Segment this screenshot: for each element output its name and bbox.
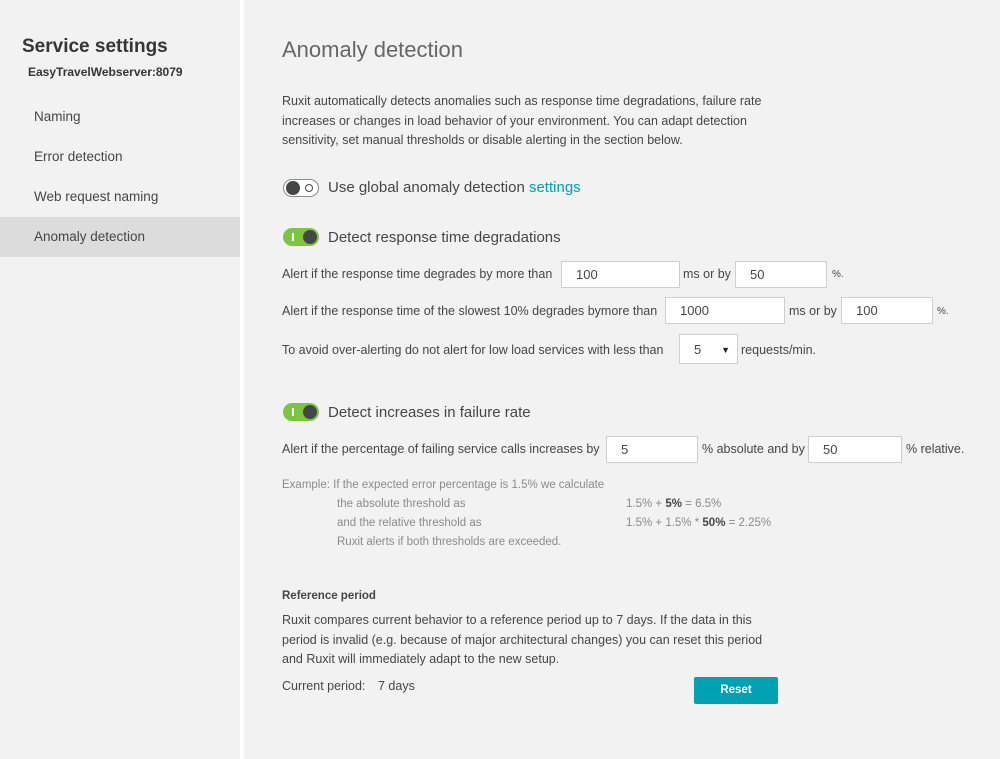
sidebar-item-naming[interactable]: Naming — [34, 109, 81, 124]
failure-rate-toggle[interactable] — [283, 403, 319, 421]
example-abs-label: the absolute threshold as — [337, 498, 466, 510]
example-rel-calc-a: 1.5% + 1.5% * — [626, 517, 700, 529]
toggle-off-mark — [305, 184, 313, 192]
example-rel-calc-b: 50% — [702, 517, 726, 529]
intro-text: Ruxit automatically detects anomalies such as response time degradations, failure rate increases or changes in load behavior of your environment. You can adapt detection sensitivity, set manual thresholds or disable alerting in the section below. — [282, 94, 762, 147]
rt-row1-prefix: Alert if the response time degrades by more than — [282, 267, 553, 281]
global-anomaly-label — [328, 179, 581, 196]
main-content — [244, 0, 1000, 759]
fr-absolute-input[interactable]: 5 — [606, 436, 698, 463]
sidebar — [0, 0, 240, 759]
sidebar-nav — [0, 97, 240, 257]
toggle-knob — [303, 405, 317, 419]
example-abs-calc-b: 5% — [665, 498, 682, 510]
current-period-label: Current period: — [282, 679, 366, 693]
chevron-down-icon: ▼ — [721, 345, 730, 355]
example-abs-calc — [626, 498, 721, 510]
low-load-select[interactable] — [679, 334, 738, 364]
response-time-toggle[interactable] — [283, 228, 319, 246]
rt-row2-suffix: %. — [937, 306, 949, 317]
toggle-knob — [286, 181, 300, 195]
rt-row2-prefix: Alert if the response time of the slowest 10% degrades bymore than — [282, 304, 658, 318]
rt-threshold-ms-input[interactable]: 100 — [561, 261, 680, 288]
fr-row-suffix: % relative. — [906, 442, 965, 456]
fr-row-prefix: Alert if the percentage of failing service calls increases by — [282, 442, 600, 456]
example-rel-calc — [626, 517, 771, 529]
example-line1: Example: If the expected error percentage is 1.5% we calculate — [282, 479, 605, 491]
sidebar-item-anomaly-detection[interactable]: Anomaly detection — [0, 217, 240, 257]
rt-threshold-pct-input[interactable]: 50 — [735, 261, 827, 288]
example-abs-calc-c: = 6.5% — [685, 498, 722, 510]
toggle-on-mark — [292, 233, 294, 241]
low-load-select-value: 5 — [694, 342, 702, 357]
fr-row-mid: % absolute and by — [702, 442, 805, 456]
rt-row2-mid: ms or by — [789, 304, 837, 318]
rt-row3-suffix: requests/min. — [741, 343, 817, 357]
rt-row3-prefix: To avoid over-alerting do not alert for low load services with less than — [282, 343, 664, 357]
reset-button[interactable]: Reset — [694, 677, 778, 704]
response-time-label: Detect response time degradations — [328, 229, 561, 246]
sidebar-item-error-detection[interactable]: Error detection — [34, 149, 123, 164]
page-title: Anomaly detection — [282, 37, 463, 62]
example-rel-label: and the relative threshold as — [337, 517, 482, 529]
reference-heading: Reference period — [282, 590, 376, 602]
reference-text: Ruxit compares current behavior to a reference period up to 7 days. If the data in this period is invalid (e.g. because of major architectural changes) you can reset this period and Ruxit will immediately adapt to the new setup. — [282, 613, 763, 666]
sidebar-item-web-request-naming[interactable]: Web request naming — [34, 189, 159, 204]
rt-slowest-ms-input[interactable]: 1000 — [665, 297, 785, 324]
example-abs-calc-a: 1.5% + — [626, 498, 663, 510]
current-period-value: 7 days — [378, 679, 415, 693]
global-settings-link[interactable]: settings — [528, 179, 581, 196]
example-line4: Ruxit alerts if both thresholds are exceeded. — [337, 536, 562, 548]
rt-row1-mid: ms or by — [683, 267, 731, 281]
rt-slowest-pct-input[interactable]: 100 — [841, 297, 933, 324]
toggle-knob — [303, 230, 317, 244]
example-rel-calc-c: = 2.25% — [728, 517, 772, 529]
failure-rate-label: Detect increases in failure rate — [328, 404, 531, 421]
global-anomaly-toggle[interactable] — [283, 179, 319, 197]
rt-row1-suffix: %. — [832, 269, 844, 280]
toggle-on-mark — [292, 408, 294, 416]
sidebar-title: Service settings — [22, 36, 168, 57]
fr-relative-input[interactable]: 50 — [808, 436, 902, 463]
global-anomaly-text: Use global anomaly detection — [328, 179, 525, 196]
service-name: EasyTravelWebserver:8079 — [28, 65, 183, 79]
